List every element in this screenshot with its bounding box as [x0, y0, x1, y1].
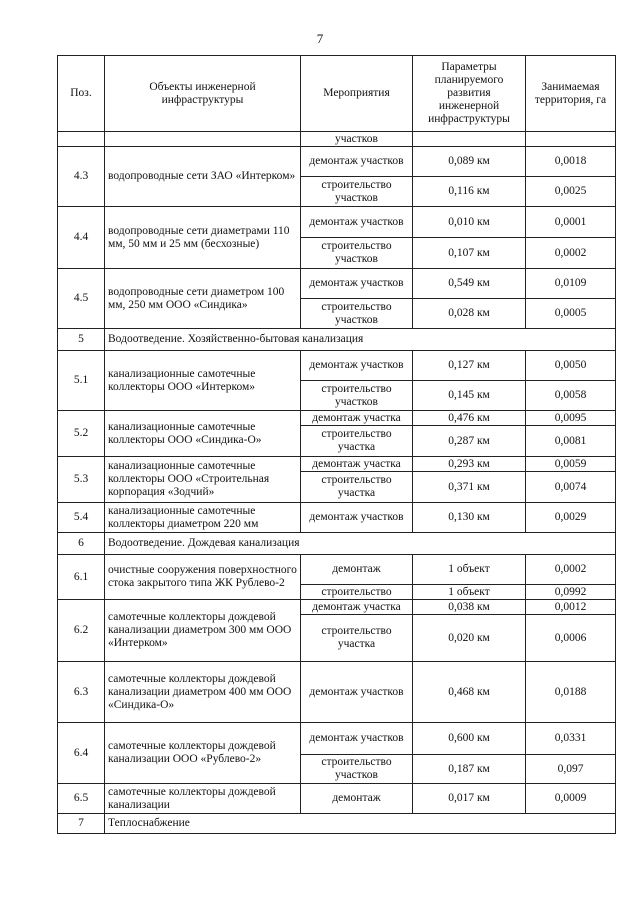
table-header-row	[58, 56, 616, 132]
item-parameter: 0,468 км	[413, 662, 526, 723]
item-parameter: 0,020 км	[413, 615, 526, 662]
item-area: 0,0074	[526, 472, 616, 503]
item-parameter: 0,127 км	[413, 351, 526, 381]
carry-over-measure: участков	[301, 132, 413, 147]
table-row	[58, 662, 616, 723]
section-number: 6	[58, 533, 105, 555]
item-measure: демонтаж участков	[301, 147, 413, 177]
carry-over-row	[58, 132, 616, 147]
item-measure: строительство	[301, 585, 413, 600]
item-area: 0,0002	[526, 555, 616, 585]
item-area: 0,0050	[526, 351, 616, 381]
item-object: канализационные самотечные коллекторы ООО «Синдика-О»	[105, 411, 301, 457]
item-area: 0,0331	[526, 723, 616, 755]
item-area: 0,0018	[526, 147, 616, 177]
section-title: Водоотведение. Хозяйственно-бытовая канализация	[105, 329, 616, 351]
item-area: 0,0025	[526, 177, 616, 207]
item-position: 6.2	[58, 600, 105, 662]
section-number: 5	[58, 329, 105, 351]
item-measure: демонтаж	[301, 555, 413, 585]
item-area: 0,0006	[526, 615, 616, 662]
header-measure: Мероприятия	[301, 56, 413, 132]
item-position: 6.3	[58, 662, 105, 723]
item-measure: демонтаж участков	[301, 351, 413, 381]
item-parameter: 0,187 км	[413, 755, 526, 784]
item-measure: демонтаж участков	[301, 662, 413, 723]
section-row	[58, 329, 616, 351]
item-measure: строительство участков	[301, 381, 413, 411]
table-body	[58, 132, 616, 834]
table-row	[58, 411, 616, 426]
section-title: Водоотведение. Дождевая канализация	[105, 533, 616, 555]
item-object: самотечные коллекторы дождевой канализации ООО «Рублево-2»	[105, 723, 301, 784]
item-area: 0,0009	[526, 784, 616, 814]
header-pos: Поз.	[58, 56, 105, 132]
item-position: 4.4	[58, 207, 105, 269]
item-measure: демонтаж участков	[301, 207, 413, 238]
item-area: 0,0002	[526, 238, 616, 269]
item-position: 5.2	[58, 411, 105, 457]
section-number: 7	[58, 814, 105, 834]
item-parameter: 0,107 км	[413, 238, 526, 269]
item-object: самотечные коллекторы дождевой канализации диаметром 400 мм ООО «Синдика-О»	[105, 662, 301, 723]
item-parameter: 0,293 км	[413, 457, 526, 472]
table-row	[58, 503, 616, 533]
item-position: 6.4	[58, 723, 105, 784]
item-measure: строительство участков	[301, 238, 413, 269]
item-parameter: 0,116 км	[413, 177, 526, 207]
section-row	[58, 533, 616, 555]
item-measure: строительство участков	[301, 755, 413, 784]
item-object: водопроводные сети ЗАО «Интерком»	[105, 147, 301, 207]
item-area: 0,0058	[526, 381, 616, 411]
item-parameter: 0,476 км	[413, 411, 526, 426]
item-position: 5.1	[58, 351, 105, 411]
item-object: канализационные самотечные коллекторы диаметром 220 мм	[105, 503, 301, 533]
carry-over-area	[526, 132, 616, 147]
item-object: канализационные самотечные коллекторы ООО «Интерком»	[105, 351, 301, 411]
item-measure: демонтаж участка	[301, 457, 413, 472]
item-parameter: 0,145 км	[413, 381, 526, 411]
item-object: канализационные самотечные коллекторы ООО «Строительная корпорация «Зодчий»	[105, 457, 301, 503]
item-measure: демонтаж участков	[301, 269, 413, 299]
item-parameter: 0,600 км	[413, 723, 526, 755]
item-parameter: 1 объект	[413, 585, 526, 600]
carry-over-object	[105, 132, 301, 147]
item-object: самотечные коллекторы дождевой канализации диаметром 300 мм ООО «Интерком»	[105, 600, 301, 662]
item-position: 6.5	[58, 784, 105, 814]
item-measure: демонтаж участка	[301, 600, 413, 615]
header-params: Параметры планируемого развития инженерной инфраструктуры	[413, 56, 526, 132]
item-area: 0,0059	[526, 457, 616, 472]
item-measure: строительство участка	[301, 426, 413, 457]
section-row	[58, 814, 616, 834]
item-position: 6.1	[58, 555, 105, 600]
item-area: 0,0029	[526, 503, 616, 533]
item-area: 0,0109	[526, 269, 616, 299]
item-measure: строительство участков	[301, 299, 413, 329]
item-parameter: 0,017 км	[413, 784, 526, 814]
item-parameter: 0,010 км	[413, 207, 526, 238]
header-object: Объекты инженерной инфраструктуры	[105, 56, 301, 132]
table-row	[58, 600, 616, 615]
item-area: 0,0095	[526, 411, 616, 426]
item-measure: демонтаж участков	[301, 503, 413, 533]
item-measure: строительство участка	[301, 615, 413, 662]
item-measure: демонтаж	[301, 784, 413, 814]
item-object: водопроводные сети диаметром 100 мм, 250 мм ООО «Синдика»	[105, 269, 301, 329]
item-measure: демонтаж участка	[301, 411, 413, 426]
item-parameter: 0,371 км	[413, 472, 526, 503]
item-measure: демонтаж участков	[301, 723, 413, 755]
item-parameter: 0,038 км	[413, 600, 526, 615]
table-row	[58, 555, 616, 585]
item-object: очистные сооружения поверхностного стока закрытого типа ЖК Рублево-2	[105, 555, 301, 600]
page-number: 7	[316, 31, 324, 46]
header-area: Занимаемая территория, га	[526, 56, 616, 132]
item-parameter: 0,028 км	[413, 299, 526, 329]
item-parameter: 0,549 км	[413, 269, 526, 299]
item-object: водопроводные сети диаметрами 110 мм, 50 мм и 25 мм (бесхозные)	[105, 207, 301, 269]
item-parameter: 0,287 км	[413, 426, 526, 457]
table-row	[58, 351, 616, 381]
item-area: 0,0001	[526, 207, 616, 238]
table-row	[58, 784, 616, 814]
item-parameter: 0,130 км	[413, 503, 526, 533]
item-area: 0,0992	[526, 585, 616, 600]
item-position: 4.5	[58, 269, 105, 329]
carry-over-pos	[58, 132, 105, 147]
table-row	[58, 457, 616, 472]
item-parameter: 1 объект	[413, 555, 526, 585]
item-position: 5.4	[58, 503, 105, 533]
table-row	[58, 207, 616, 238]
infrastructure-table	[57, 55, 616, 834]
item-area: 0,0081	[526, 426, 616, 457]
item-position: 4.3	[58, 147, 105, 207]
item-measure: строительство участков	[301, 177, 413, 207]
item-area: 0,0005	[526, 299, 616, 329]
item-parameter: 0,089 км	[413, 147, 526, 177]
carry-over-param	[413, 132, 526, 147]
item-area: 0,0012	[526, 600, 616, 615]
item-position: 5.3	[58, 457, 105, 503]
table-row	[58, 147, 616, 177]
item-object: самотечные коллекторы дождевой канализации	[105, 784, 301, 814]
table-row	[58, 269, 616, 299]
item-measure: строительство участка	[301, 472, 413, 503]
section-title: Теплоснабжение	[105, 814, 616, 834]
item-area: 0,0188	[526, 662, 616, 723]
table-row	[58, 723, 616, 755]
item-area: 0,097	[526, 755, 616, 784]
